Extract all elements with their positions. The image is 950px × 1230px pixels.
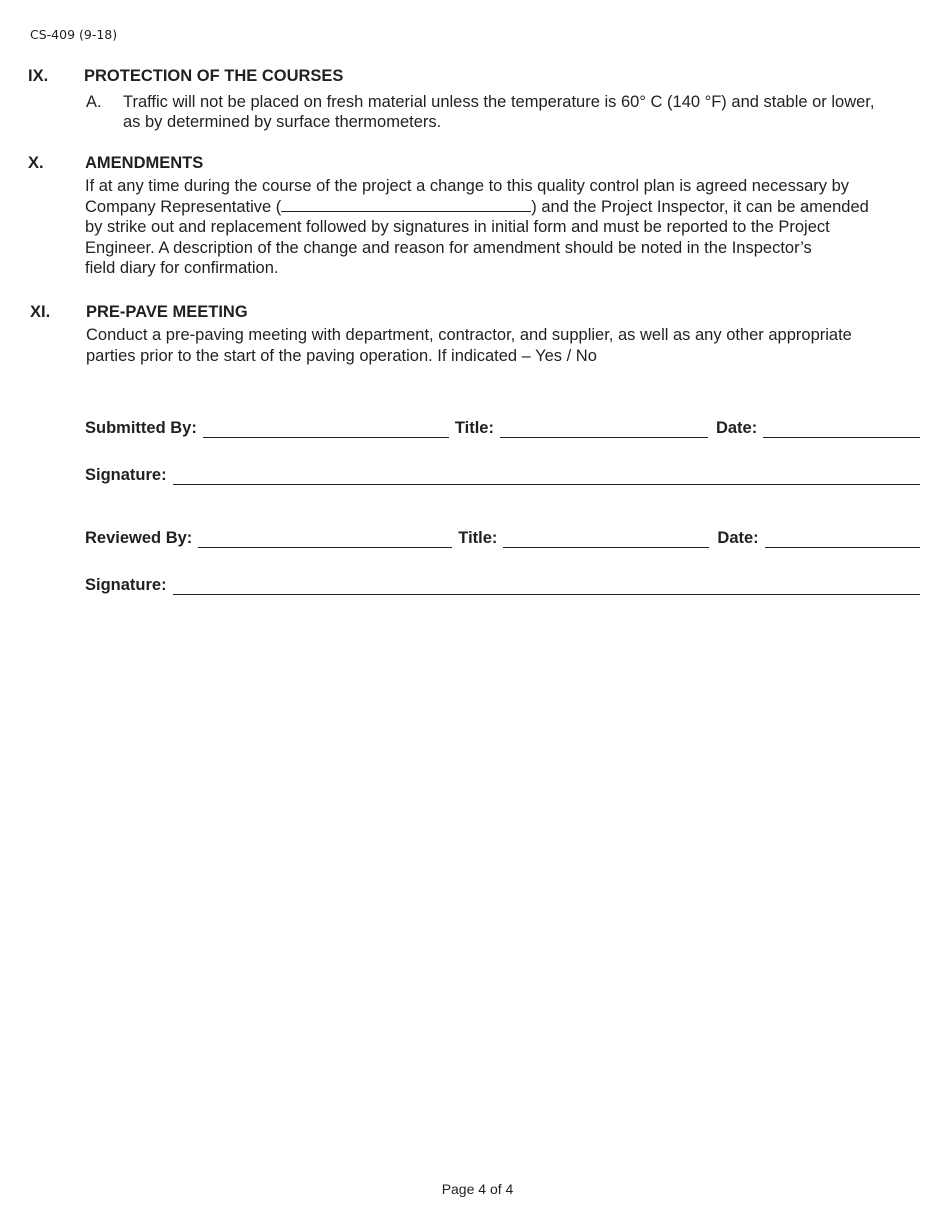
section-ix-title: PROTECTION OF THE COURSES (84, 67, 344, 85)
page-number: Page 4 of 4 (441, 1181, 514, 1197)
submitted-date-field[interactable] (763, 421, 920, 438)
submitted-by-field[interactable] (203, 421, 449, 438)
reviewed-date-field[interactable] (765, 531, 920, 548)
section-ix-number: IX. (28, 67, 49, 85)
form-code: CS-409 (9-18) (30, 27, 118, 42)
submitted-signature-label: Signature: (85, 466, 167, 484)
section-x-line3: by strike out and replacement followed by signatures in initial form and must be reported to the Project (85, 218, 830, 236)
reviewed-signature-label: Signature: (85, 576, 167, 594)
reviewed-date-label: Date: (717, 529, 759, 547)
reviewed-title-label: Title: (458, 529, 498, 547)
section-x-line1: If at any time during the course of the project a change to this quality control plan is agreed necessary by (85, 177, 850, 195)
reviewed-signature-row (85, 576, 920, 595)
submitted-signature-field[interactable] (173, 468, 920, 485)
reviewed-by-label: Reviewed By: (85, 529, 193, 547)
submitted-title-label: Title: (454, 419, 494, 437)
reviewed-signature-field[interactable] (173, 578, 920, 595)
section-xi-line1: Conduct a pre-paving meeting with department, contractor, and supplier, as well as any other appropriate (86, 326, 852, 344)
section-ix-item-line2: as by determined by surface thermometers. (123, 113, 442, 131)
submitted-signature-row (85, 466, 920, 485)
section-x-number: X. (28, 154, 44, 172)
section-x-line2-post: ) and the Project Inspector, it can be amended (531, 198, 869, 216)
submitted-title-field[interactable] (500, 421, 708, 438)
submitted-by-label: Submitted By: (85, 419, 197, 437)
reviewed-title-field[interactable] (503, 531, 709, 548)
section-x-line4: Engineer. A description of the change and reason for amendment should be noted in the Inspector’s (85, 239, 812, 257)
section-x-line2 (85, 197, 869, 218)
section-x-line5: field diary for confirmation. (85, 259, 279, 277)
section-ix-item-label: A. (86, 93, 102, 111)
section-x-title: AMENDMENTS (85, 154, 204, 172)
reviewed-by-field[interactable] (198, 531, 452, 548)
reviewed-row (85, 529, 920, 548)
section-ix-item-line1: Traffic will not be placed on fresh material unless the temperature is 60° C (140 °F) and stable or lower, (123, 93, 875, 111)
submitted-row (85, 419, 920, 438)
section-xi-number: XI. (30, 303, 51, 321)
section-xi-title: PRE-PAVE MEETING (86, 303, 248, 321)
company-representative-field[interactable] (281, 197, 531, 212)
section-x-line2-pre: Company Representative ( (85, 198, 282, 216)
submitted-date-label: Date: (715, 419, 758, 437)
section-xi-line2: parties prior to the start of the paving operation. If indicated – Yes / No (86, 347, 597, 365)
